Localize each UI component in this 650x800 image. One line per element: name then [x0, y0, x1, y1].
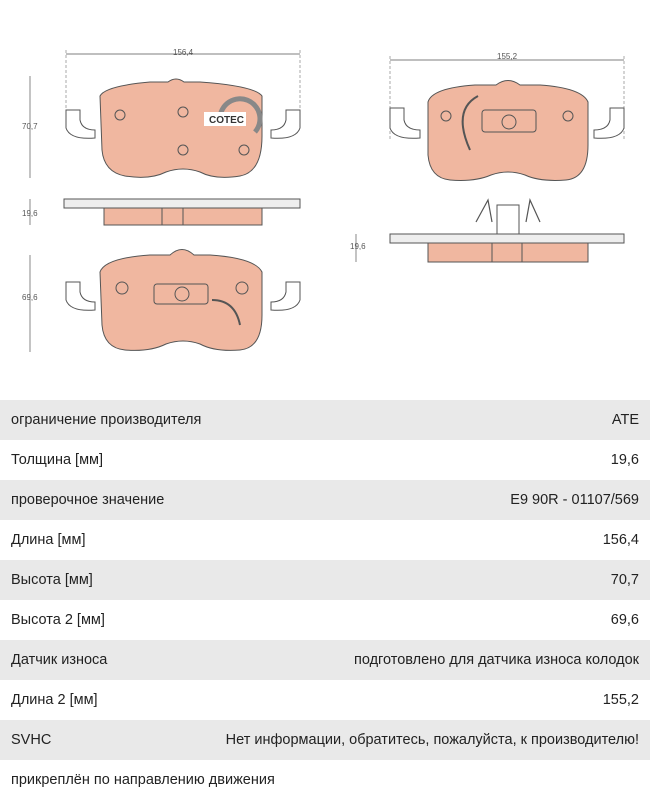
spec-value: подготовлено для датчика износа колодок — [353, 652, 639, 668]
spec-value: Нет информации, обратитесь, пожалуйста, к производителю! — [225, 732, 639, 748]
dim-height-bottom: 69,6 — [22, 293, 38, 302]
spec-table — [0, 400, 650, 760]
spec-label: Высота 2 [мм] — [11, 612, 105, 628]
dim-length-right: 155,2 — [497, 52, 518, 61]
spec-value: 156,4 — [602, 532, 639, 548]
spec-label: Высота [мм] — [11, 572, 93, 588]
spec-row-svhc — [0, 720, 650, 760]
dim-thickness-right: 19,6 — [350, 242, 366, 251]
logo-text: COTEC — [209, 115, 244, 126]
spec-row-manufacturer-restriction — [0, 400, 650, 440]
footer-note: прикреплён по направлению движения — [11, 772, 275, 788]
spec-label: Датчик износа — [11, 652, 108, 668]
spec-value: 19,6 — [610, 452, 639, 468]
spec-value: 70,7 — [610, 572, 639, 588]
spec-row-height — [0, 560, 650, 600]
spec-label: Толщина [мм] — [11, 452, 104, 468]
spec-label: Длина 2 [мм] — [11, 692, 98, 708]
spec-label: ограничение производителя — [11, 412, 202, 428]
spec-row-length-2 — [0, 680, 650, 720]
spec-label: проверочное значение — [11, 492, 165, 508]
spec-value: E9 90R - 01107/569 — [510, 492, 639, 508]
spec-row-height-2 — [0, 600, 650, 640]
dim-length-top: 156,4 — [173, 48, 194, 57]
spec-label: Длина [мм] — [11, 532, 86, 548]
dim-thickness-left: 19,6 — [22, 209, 38, 218]
spec-value: ATE — [611, 412, 639, 428]
spec-value: 155,2 — [602, 692, 639, 708]
brake-pad-technical-drawing — [0, 0, 650, 392]
spec-row-length — [0, 520, 650, 560]
spec-row-test-value — [0, 480, 650, 520]
spec-label: SVHC — [11, 732, 52, 748]
spec-value: 69,6 — [610, 612, 639, 628]
spec-row-thickness — [0, 440, 650, 480]
dim-height-top: 70,7 — [22, 122, 38, 131]
spec-row-wear-sensor — [0, 640, 650, 680]
